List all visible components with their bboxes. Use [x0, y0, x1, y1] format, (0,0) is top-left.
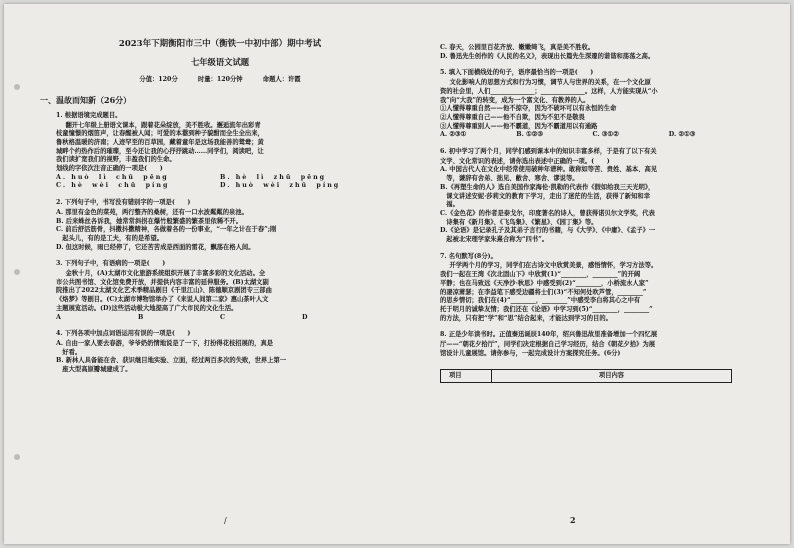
- exam-sheet: [4, 4, 790, 544]
- option-d: D. ②①③: [668, 131, 696, 139]
- passage-line: 托于明月的诚挚友情；我们还在《论语》中学习到(5)“________，________”: [440, 305, 653, 313]
- question-stem: 2. 下列句子中，书写没有错别字的一项是( ): [56, 199, 191, 207]
- passage-line: 城畔个约热作后的璀璨，至今还让我的心抒抒跳动……同学们，阅读吧，让: [56, 147, 264, 155]
- exam-title: 2023年下期衡阳市三中（衡铁一中初中部）期中考试: [118, 39, 322, 49]
- choice-line: ①人懂得尊重自然——他不掠夺，因为不破坏可以有永恒的生命: [440, 105, 617, 113]
- question-stem: 8. 正是少年读书时。正值秦迅诞辰140年，绍兴鲁迅故里准备增加一个四忆展: [440, 331, 658, 339]
- option-c: C. hè wèi chū píng: [56, 182, 170, 190]
- passage-line: 文化影响人的思想方式和行为习惯，调节人与世界的关系，在一个文化原: [449, 79, 651, 87]
- passage-line: 厅——“朝花夕拾厅”，同学们决定根据自己学习经历，结合《朝花夕拾》为展: [440, 341, 656, 349]
- option-b-cont: 座大型高原瓣城建成了。: [56, 366, 132, 374]
- passage-line: 主题展览活动。(D)这些活动极大地提高了广大市民的文化生活。: [56, 304, 238, 312]
- right-column: [440, 44, 745, 383]
- option-c: C: [220, 313, 226, 321]
- option-a: A. 中国古代人在文化中经常使用破种年谱种。敢称如等苦、贵姓、基本、高见: [440, 166, 658, 174]
- exam-meta: [56, 76, 384, 85]
- question-6: [440, 148, 745, 245]
- passage-line: 资的社会里，人们______________；______________。这样，人方能实现从“小: [440, 87, 658, 95]
- author-info: 命题人：许霞: [262, 76, 301, 84]
- punch-hole: [14, 269, 20, 275]
- option-b: B. 新林人具备能在舍、获识继目地实验、立面，经过两百多次的失败，世界上第一: [56, 357, 287, 365]
- passage-line: 金秋十月，(A)太湖市文化旅游系统组织开展了丰富多彩的文化活动。全: [65, 270, 266, 278]
- options-row: [56, 174, 384, 183]
- option-c: C.《金色花》的作者是泰戈尔，印度著名的诗人，曾获得诺贝尔文学奖，代表: [440, 209, 655, 217]
- question-stem: 6. 初中学习了两个月，同学们感到课本中的知识丰富多样，于是有了以下有关: [440, 148, 657, 156]
- score-info: 分值：120分: [139, 76, 178, 84]
- question-stem: 5. 填入下面横线处的句子，语序最恰当的一项是( ): [440, 69, 594, 77]
- options-row: [440, 131, 745, 140]
- time-info: 时量：120分钟: [197, 76, 243, 84]
- passage-line: 枝童憧憬的烟笛声，让春醒被人闻；可爱的本嚣到种子貌酣而全生全出来，: [56, 130, 264, 138]
- table-header-item: 项目: [441, 370, 492, 382]
- question-stem: 7. 名句默写(8分)。: [440, 252, 497, 260]
- option-d: D: [302, 313, 308, 321]
- option-a: A. huò lì chū pēng: [56, 173, 169, 181]
- question-1: [56, 112, 384, 191]
- option-b: B. ①②③: [516, 131, 543, 139]
- passage-line: 我们一起在王湾《次北固山下》中欣赏(1)“________，________”的开阔: [440, 271, 641, 279]
- option-d: D. huò wèi zhū píng: [220, 182, 341, 190]
- question-4: [56, 330, 384, 375]
- passage-line: 我”向“大我”的转变，成为一个富文化、有教养的人。: [440, 96, 590, 104]
- option-d: D. 但这时候，雨已经停了，它还苦苦成是西面的雷花，飘荡在格人间。: [56, 243, 255, 251]
- question-8: [440, 331, 745, 382]
- passage-line: 翻开七年级上册语文课本，跟着花朵绽放，美不胜收。邂逅流年出彩青: [65, 121, 261, 129]
- passage-line: 市公共图书馆、文化馆免费开放，并提供内容丰富的延伸服务。(B)太湖文副: [56, 278, 269, 286]
- question-2: [56, 199, 384, 252]
- question-5: [440, 69, 745, 140]
- question-prompt: 划线的字依次注音正确的一项是( ): [56, 165, 163, 173]
- option-a-cont: 好看。: [56, 348, 82, 356]
- options-row: [56, 182, 384, 191]
- option-a: A. 那里有金色的菜苑，两行整齐的桑树，还有一口水波粼粼的泉池。: [56, 208, 248, 216]
- option-a: A. 自由一家人要去春游，爷爷奶奶情地说是了一下，打扮得花枝招展的，真是: [56, 339, 274, 347]
- q4-option-c: C. 春天，公园里百花齐放、嫩嫩绮飞，真是美不胜收。: [440, 44, 595, 51]
- option-c-cont: 诗集有《新月集》、《飞鸟集》、《繁星》、《园丁集》等。: [440, 218, 598, 226]
- question-stem-cont: 文学、文化常识的表述，请你选出表述中正确的一项。( ): [440, 157, 610, 165]
- passage-line: 平静；也在马致远《天净沙·秋思》中感受到(2)“________，小桥流水人家”: [440, 279, 649, 287]
- option-a-cont: 等，谦辞有舍弟、拙见、敝舍、寒舍、谬说等。: [440, 175, 579, 183]
- option-a: A: [56, 313, 61, 321]
- option-d-cont: 起被北宋理学家朱熹合称为“四书”。: [440, 236, 548, 244]
- passage-line: 院推出了2022太湖文化艺术季精品剧目《千里江山》、陈德顺京剧团专三部曲: [56, 287, 272, 295]
- table-header-content: 项目内容: [598, 371, 625, 379]
- passage-line: 馆设计儿童展馆。请你参与，一起完成设计方案探究任务。(6分): [440, 349, 621, 357]
- section-heading: 一、温故而知新（26分）: [40, 95, 132, 106]
- passage-line: 开学两个月的学习，同学们在古诗文中欣赏美景，感悟情怀，学习方法等。: [449, 262, 658, 270]
- option-b: B: [138, 313, 144, 321]
- passage-line: 的方法，只有把“学”和“思”结合起来，才能达到学习的目的。: [440, 314, 612, 322]
- question-stem: 4. 下列各项中加点词语运用有误的一项是( ): [56, 330, 191, 338]
- option-c-cont: 起头儿，有的是工夫，有的是希望。: [56, 234, 164, 242]
- option-b: B. hè lì zhū pēng: [220, 173, 327, 181]
- passage-line: 我们读扩宽我们的视野，丰盈我们的生命。: [56, 156, 176, 164]
- stray-mark: /: [224, 516, 227, 525]
- passage-line: 的思乡情切；我们在(4)“________，________”中感受李白将其心之中有: [440, 297, 641, 305]
- question-stem: 3. 下列句子中，有语病的一项是( ): [56, 260, 166, 268]
- choice-line: ②人懂得尊重自己——他不自欺，因为不犯不是敬畏: [440, 113, 585, 121]
- design-table: [440, 369, 732, 383]
- option-b-cont: 福。: [440, 201, 459, 209]
- passage-line: 《烙梦》等剧目。(C)太湖市博物馆举办了《来说人间第二家》惠山茶叶人文: [56, 296, 269, 304]
- options-row: [56, 314, 384, 323]
- q4-option-d: D. 鲁迅先生创作的《人民的名义》，表现出长篇先生深邃的谐谐和荡荡之高。: [440, 52, 655, 60]
- choice-line: ③人懂得尊重别人——他不霸道，因为不霸道用以有通路: [440, 122, 598, 130]
- page-number: 2: [570, 515, 576, 525]
- option-c: C. 前后舒活筋骨，抖擞抖擞精神，各做着各的一份事业，“一年之计在于春”;刚: [56, 226, 277, 234]
- punch-hole: [14, 84, 20, 90]
- left-column: [40, 39, 384, 375]
- option-b: B.《再塑生命的人》选自美国作家海伦·凯勒的代表作《假如给我三天光明》，: [440, 183, 655, 191]
- question-stem: 1. 根据语境完成题目。: [56, 111, 122, 119]
- option-a: A. ②③①: [440, 131, 467, 139]
- option-c: C. ③①②: [592, 131, 619, 139]
- option-b: B. 后来蛛丝各诉我，她常常斜拐在爆竹般繁盛的繁茶里依稀不开。: [56, 217, 243, 225]
- option-d: D.《论语》是记录孔子及其弟子言行的书籍，与《大学》、《中庸》、《孟子》一: [440, 227, 656, 235]
- option-b-cont: 课文讲述安妮·莎莉文的教育下学习，走出了迷茫的生活，获得了新知和幸: [440, 192, 650, 200]
- punch-hole: [14, 454, 20, 460]
- question-3: [56, 260, 384, 322]
- exam-subtitle: 七年级语文试题: [190, 56, 250, 67]
- question-7: [440, 253, 745, 324]
- passage-line: 的凄凉萧瑟；在李益笔下感受边疆将士们(3)“不知何处吹芦管，________”: [440, 288, 647, 296]
- passage-line: 鲁秋格温暖的济南；人迹罕至的百草园，藏着童年是这场我能善的鸳鸯；黄: [56, 138, 264, 146]
